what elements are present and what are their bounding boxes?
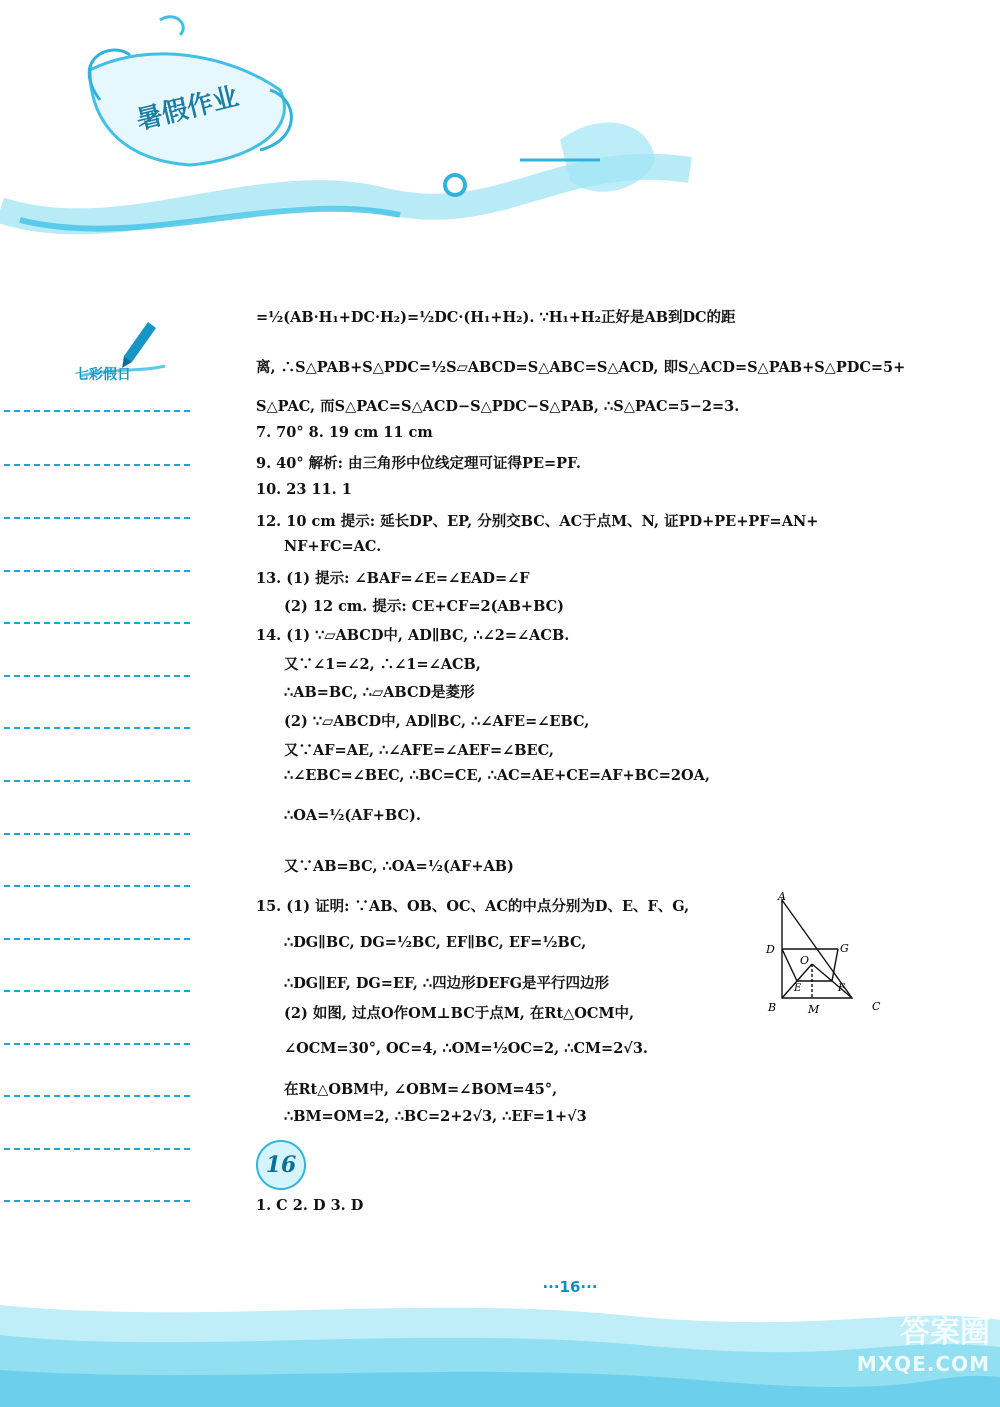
page-number: ···16··· [542, 1278, 598, 1296]
answer-item-9: 9. 40° 解析: 由三角形中位线定理可证得PE=PF. [256, 455, 581, 472]
answer-item-14-step: 又∵AF=AE, ∴∠AFE=∠AEF=∠BEC, [284, 742, 554, 759]
label-o: O [800, 954, 810, 967]
answer-item-15-1: 15. (1) 证明: ∵AB、OB、OC、AC的中点分别为D、E、F、G, [256, 898, 690, 915]
answer-item-14-step: ∴OA=½(AF+BC). [284, 807, 421, 824]
answer-item-7-8: 7. 70° 8. 19 cm 11 cm [256, 424, 433, 441]
label-m: M [808, 1003, 820, 1016]
answer-section-16: 1. C 2. D 3. D [256, 1197, 364, 1214]
answer-item-13-1: 13. (1) 提示: ∠BAF=∠E=∠EAD=∠F [256, 570, 530, 587]
label-f: F [838, 983, 845, 994]
answer-item-13-2: (2) 12 cm. 提示: CE+CF=2(AB+BC) [284, 598, 565, 615]
answer-item-14-1: 14. (1) ∵▱ABCD中, AD∥BC, ∴∠2=∠ACB. [256, 627, 570, 644]
label-g: G [840, 942, 849, 955]
answer-item-15-2: (2) 如图, 过点O作OM⊥BC于点M, 在Rt△OCM中, [284, 1005, 635, 1022]
answer-item-14-step: ∴AB=BC, ∴▱ABCD是菱形 [284, 684, 475, 701]
answer-item-14-step: ∴∠EBC=∠BEC, ∴BC=CE, ∴AC=AE+CE=AF+BC=2OA, [284, 767, 710, 784]
segment-de [782, 949, 797, 981]
answer-item-15-step: ∴DG∥BC, DG=½BC, EF∥BC, EF=½BC, [284, 934, 587, 951]
answer-item-12-cont: NF+FC=AC. [284, 538, 382, 555]
answer-item-14-step: 又∵AB=BC, ∴OA=½(AF+AB) [284, 858, 514, 875]
watermark-top: 答案圈 [900, 1315, 990, 1350]
answer-item-14-step: 又∵∠1=∠2, ∴∠1=∠ACB, [284, 656, 481, 673]
answer-line-1: =½(AB·H₁+DC·H₂)=½DC·(H₁+H₂). ∵H₁+H₂正好是AB到DC的距 [256, 309, 736, 326]
answer-item-15-step: ∠OCM=30°, OC=4, ∴OM=½OC=2, ∴CM=2√3. [284, 1040, 648, 1057]
label-e: E [794, 983, 802, 994]
triangle-figure [760, 890, 890, 1020]
watermark-bottom: MXQE.COM [856, 1352, 990, 1376]
label-b: B [768, 1001, 777, 1014]
header-title: 暑假作业 [133, 81, 242, 137]
sidebar-label: 七彩假日 [75, 367, 131, 383]
watermark [820, 1315, 990, 1395]
answer-item-15-step: ∴BM=OM=2, ∴BC=2+2√3, ∴EF=1+√3 [284, 1108, 587, 1125]
label-d: D [766, 943, 775, 956]
answer-item-14-2: (2) ∵▱ABCD中, AD∥BC, ∴∠AFE=∠EBC, [284, 713, 590, 730]
answer-item-15-step: 在Rt△OBM中, ∠OBM=∠BOM=45°, [284, 1081, 558, 1098]
label-a: A [778, 890, 786, 903]
answer-item-15-step: ∴DG∥EF, DG=EF, ∴四边形DEFG是平行四边形 [284, 975, 609, 992]
answer-item-10-11: 10. 23 11. 1 [256, 481, 352, 498]
section-badge: 16 [256, 1140, 306, 1190]
answer-line-2: 离, ∴S△PAB+S△PDC=½S▱ABCD=S△ABC=S△ACD, 即S△ACD=S△PAB+S△PDC=5+ [256, 359, 906, 376]
answer-line-3: S△PAC, 而S△PAC=S△ACD−S△PDC−S△PAB, ∴S△PAC=5−2=3. [256, 398, 740, 415]
label-c: C [872, 1000, 881, 1013]
answer-item-12: 12. 10 cm 提示: 延长DP、EP, 分别交BC、AC于点M、N, 证PD+PE+PF=AN+ [256, 513, 819, 530]
